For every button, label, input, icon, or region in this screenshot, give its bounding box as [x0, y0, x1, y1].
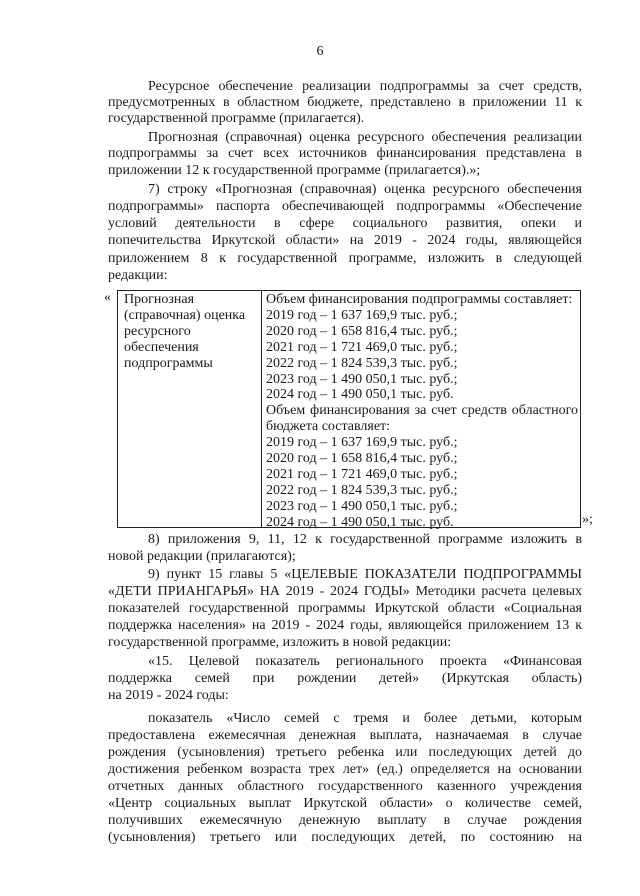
- table-right-line: 2024 год – 1 490 050,1 тыс. руб.: [266, 387, 454, 403]
- text-line: (усыновления) третьего или последующих детей, по состоянию на: [108, 830, 582, 845]
- text-line: «15. Целевой показатель регионального проекта «Финансовая: [148, 654, 582, 669]
- text-line: предусмотренных в областном бюджете, представлено в приложении 11 к: [108, 95, 582, 110]
- text-line: приложении 12 к государственной программе (прилагается).»;: [108, 163, 481, 178]
- text-line: новой редакции (прилагаются);: [108, 549, 296, 564]
- text-line: 9) пункт 15 главы 5 «ЦЕЛЕВЫЕ ПОКАЗАТЕЛИ ПОДПРОГРАММЫ: [148, 567, 582, 582]
- table-left-line: Прогнозная: [124, 292, 195, 307]
- text-line: приложением 8 к государственной программе, изложить в следующей: [108, 251, 582, 266]
- text-line: поддержка населения» на 2019 - 2024 годы, являющейся приложением 13 к: [108, 618, 582, 633]
- table-right-line: 2024 год – 1 490 050,1 тыс. руб.: [266, 514, 454, 530]
- text-line: подпрограммы за счет всех источников финансирования представлена в: [108, 146, 582, 161]
- table-right-line: 2021 год – 1 721 469,0 тыс. руб.;: [266, 339, 458, 355]
- table-right-line: 2021 год – 1 721 469,0 тыс. руб.;: [266, 466, 458, 482]
- table-right-line: Объем финансирования за счет средств областного: [266, 403, 578, 419]
- close-quote: »;: [582, 512, 593, 527]
- text-line: предоставлена ежемесячная денежная выплата, назначаемая в случае: [108, 728, 582, 743]
- text-line: рождения (усыновления) третьего ребенка или последующих детей до: [108, 745, 582, 760]
- text-line: показателей государственной программы Иркутской области «Социальная: [108, 601, 582, 616]
- table-left-line: подпрограммы: [124, 355, 213, 371]
- table-divider: [261, 291, 262, 527]
- table-right-line: 2023 год – 1 490 050,1 тыс. руб.;: [266, 498, 458, 514]
- text-line: редакции:: [108, 268, 168, 283]
- text-line: поддержка семей при рождении детей» (Иркутская область): [108, 671, 582, 686]
- text-line: государственной программе, изложить в новой редакции:: [108, 635, 452, 650]
- page-number: 6: [316, 44, 324, 59]
- text-line: «Центр социальных выплат Иркутской области» о количестве семей,: [108, 796, 582, 811]
- funding-table: [117, 290, 581, 528]
- table-right-cell: [266, 292, 578, 531]
- text-line: Ресурсное обеспечение реализации подпрограммы за счет средств,: [148, 79, 582, 94]
- table-right-line: 2023 год – 1 490 050,1 тыс. руб.;: [266, 371, 458, 387]
- text-line: отчетных данных областного государственного казенного учреждения: [108, 779, 582, 794]
- text-line: 7) строку «Прогнозная (справочная) оценка ресурсного обеспечения: [148, 182, 582, 197]
- table-right-line: Объем финансирования подпрограммы составляет:: [266, 292, 573, 307]
- table-left-cell: [124, 292, 256, 372]
- text-line: государственной программе (прилагается).: [108, 111, 365, 126]
- text-line: показатель «Число семей с тремя и более детьми, которым: [148, 711, 582, 726]
- table-right-line: 2019 год – 1 637 169,9 тыс. руб.;: [266, 307, 458, 323]
- text-line: достижения ребенком возраста трех лет» (ед.) определяется на основании: [108, 762, 582, 777]
- text-line: «ДЕТИ ПРИАНГАРЬЯ» НА 2019 - 2024 ГОДЫ» Методики расчета целевых: [108, 584, 582, 599]
- table-right-line: 2022 год – 1 824 539,3 тыс. руб.;: [266, 482, 458, 498]
- table-left-line: обеспечения: [124, 339, 199, 355]
- text-line: подпрограммы» паспорта обеспечивающей подпрограммы «Обеспечение: [108, 199, 582, 214]
- text-line: 8) приложения 9, 11, 12 к государственной программе изложить в: [148, 532, 582, 547]
- text-line: на 2019 - 2024 годы:: [108, 688, 229, 703]
- text-line: Прогнозная (справочная) оценка ресурсного обеспечения реализации: [148, 130, 582, 145]
- table-right-line: 2020 год – 1 658 816,4 тыс. руб.;: [266, 451, 458, 467]
- table-right-line: бюджета составляет:: [266, 419, 391, 435]
- text-line: попечительства Иркутской области» на 2019 - 2024 годы, являющейся: [108, 233, 582, 248]
- table-right-line: 2019 год – 1 637 169,9 тыс. руб.;: [266, 435, 458, 451]
- table-right-line: 2022 год – 1 824 539,3 тыс. руб.;: [266, 355, 458, 371]
- text-line: условий деятельности в сфере социального развития, опеки и: [108, 216, 582, 231]
- text-line: получивших ежемесячную денежную выплату в случае рождения: [108, 813, 582, 828]
- table-left-line: (справочная) оценка: [124, 307, 246, 323]
- open-quote: «: [104, 290, 111, 305]
- table-left-line: ресурсного: [124, 323, 191, 339]
- table-right-line: 2020 год – 1 658 816,4 тыс. руб.;: [266, 323, 458, 339]
